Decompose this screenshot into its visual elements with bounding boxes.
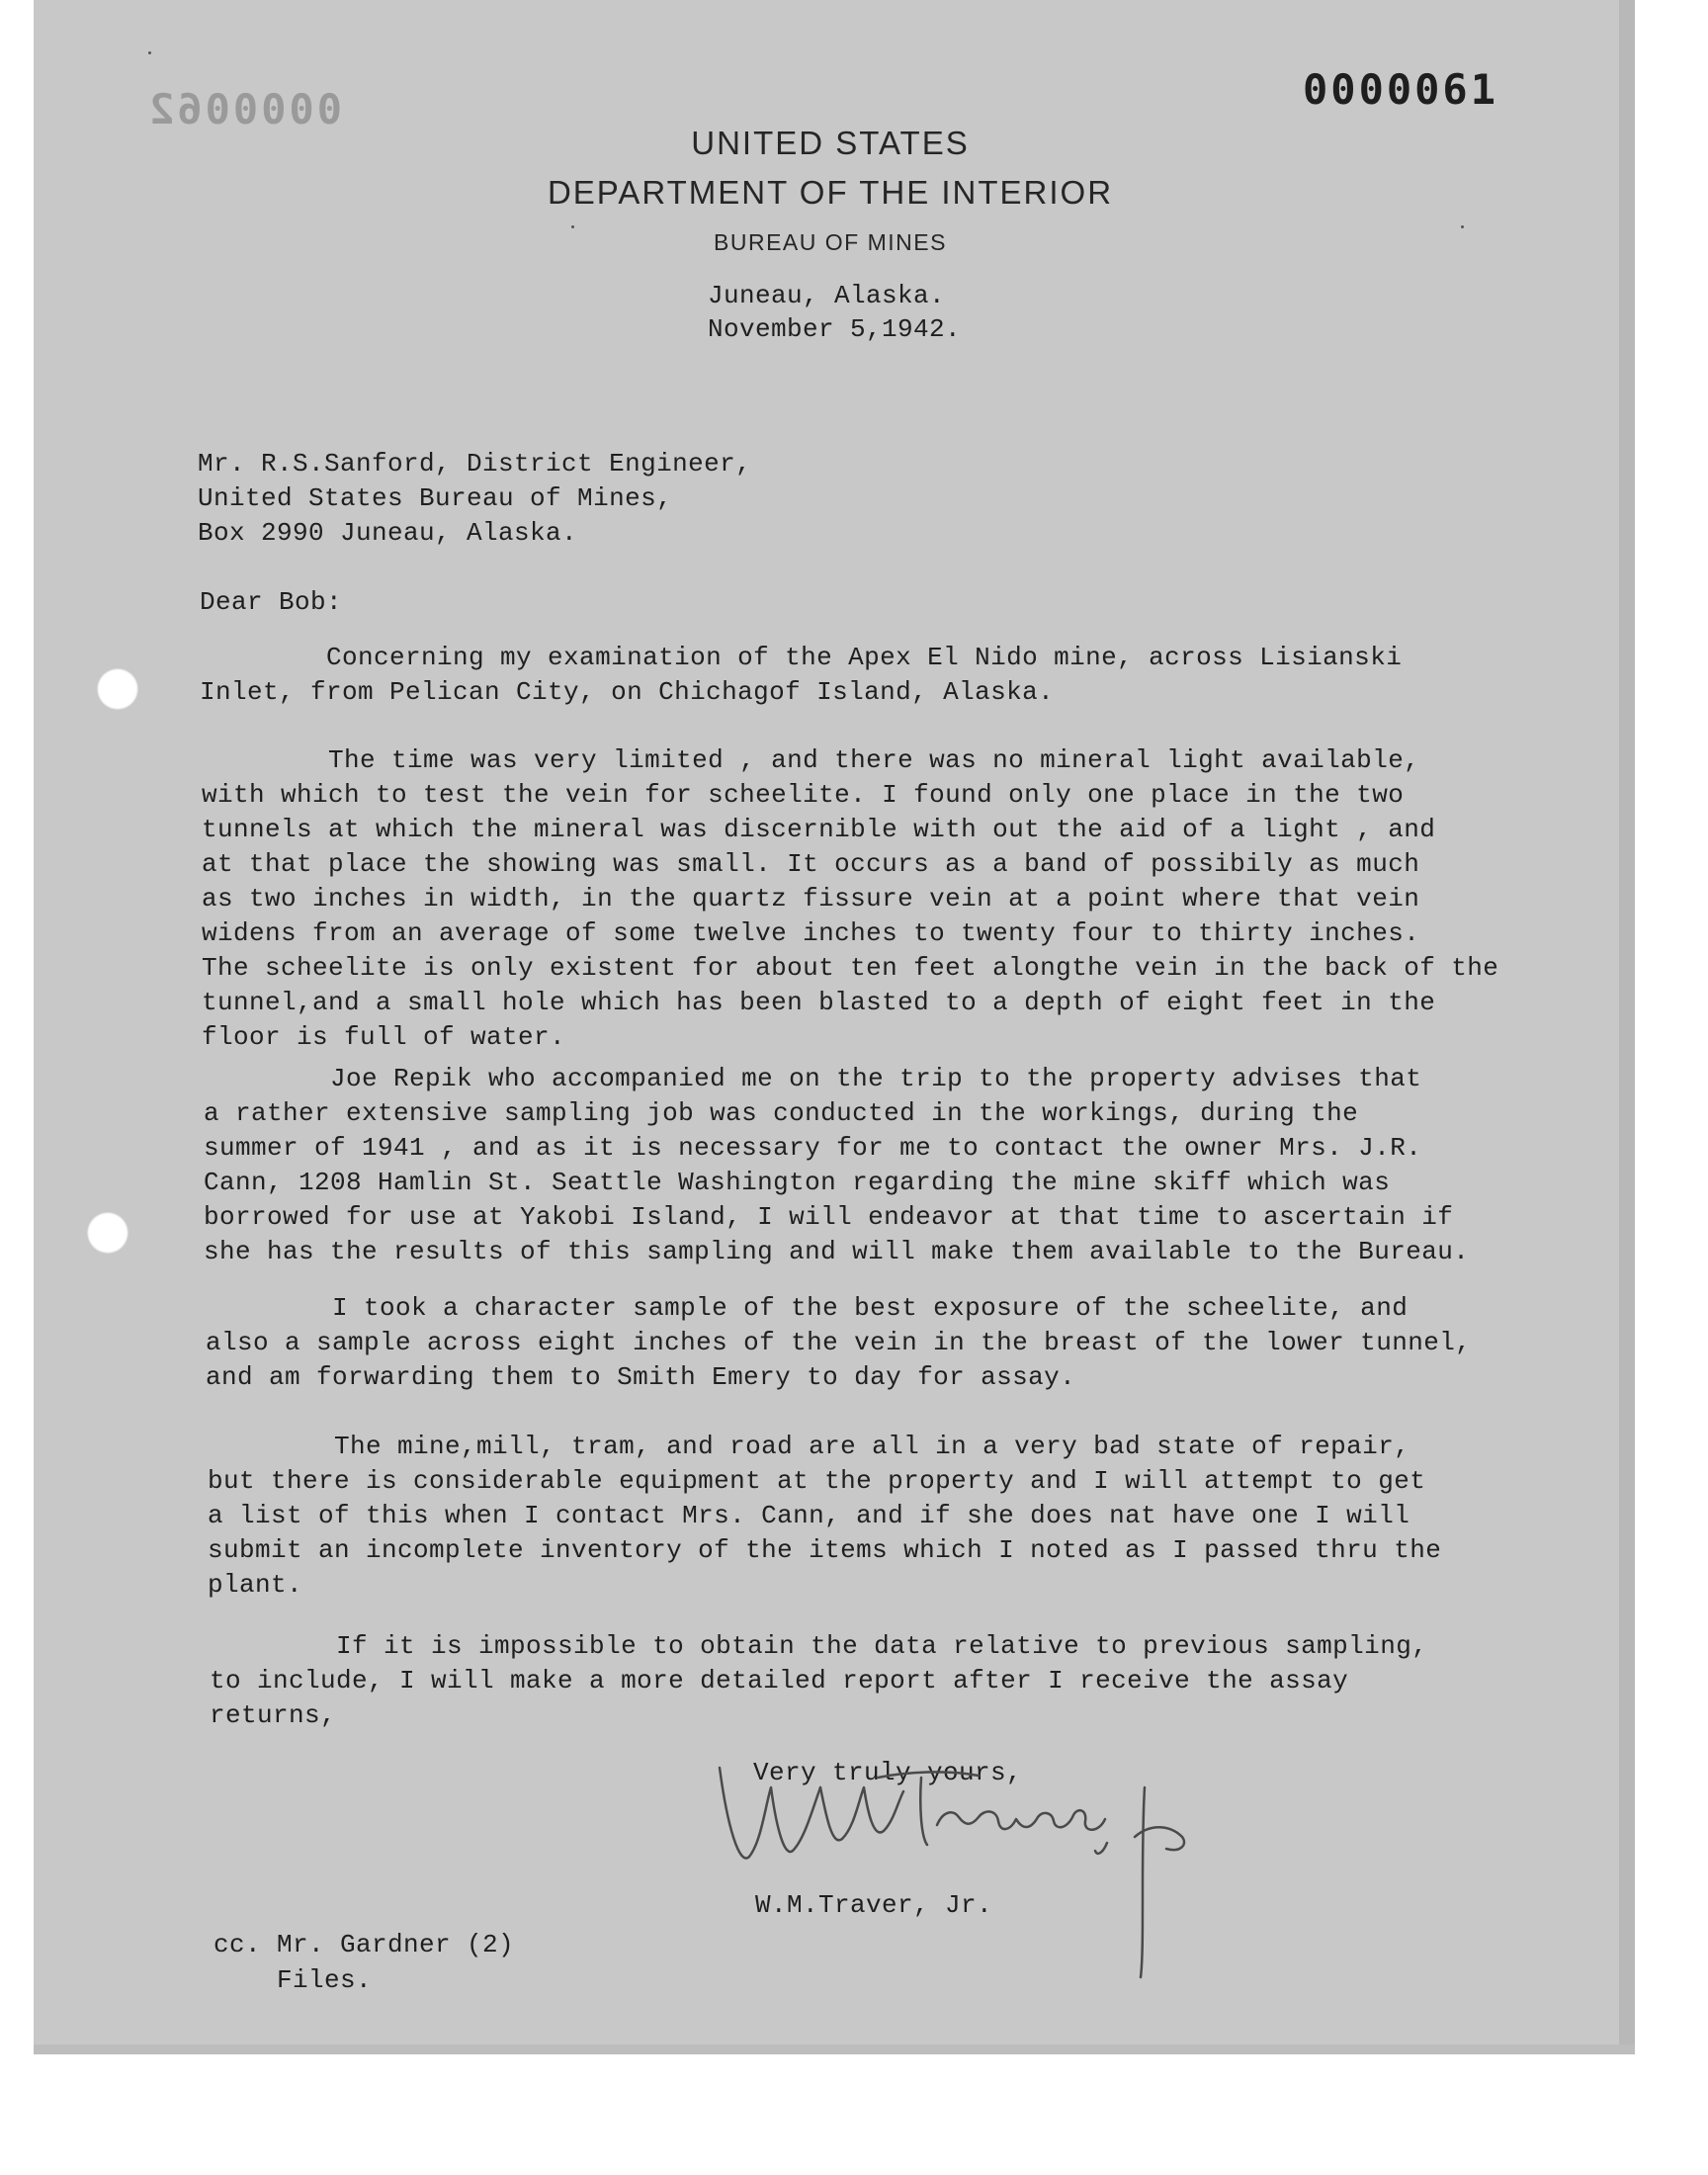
speck	[148, 51, 151, 54]
body-line: The scheelite is only existent for about ten feet alongthe vein in the back of the	[202, 953, 1499, 983]
page-edge-shadow	[1619, 0, 1635, 2054]
place-line: Juneau, Alaska.	[708, 281, 946, 310]
body-line: returns,	[210, 1700, 337, 1730]
body-line: also a sample across eight inches of the vein in the breast of the lower tunnel,	[206, 1328, 1472, 1357]
address-line-3: Box 2990 Juneau, Alaska.	[198, 518, 578, 548]
body-line: tunnel,and a small hole which has been blasted to a depth of eight feet in the	[202, 988, 1436, 1017]
body-line: and am forwarding them to Smith Emery to day for assay.	[206, 1362, 1076, 1392]
body-line: submit an incomplete inventory of the items which I noted as I passed thru the	[208, 1535, 1442, 1565]
letterhead-line-3: BUREAU OF MINES	[714, 229, 947, 255]
body-line: a rather extensive sampling job was conducted in the workings, during the	[204, 1098, 1359, 1128]
body-line: summer of 1941 , and as it is necessary for me to contact the owner Mrs. J.R.	[204, 1133, 1422, 1163]
body-line: Inlet, from Pelican City, on Chichagof Island, Alaska.	[200, 677, 1055, 707]
body-line: The mine,mill, tram, and road are all in a very bad state of repair,	[208, 1432, 1410, 1461]
document-number-stamp: 0000061	[1303, 65, 1499, 114]
speck	[1461, 225, 1464, 228]
body-line: I took a character sample of the best exposure of the scheelite, and	[206, 1293, 1409, 1323]
body-line: tunnels at which the mineral was discernible with out the aid of a light , and	[202, 815, 1436, 844]
letterhead-line-1: UNITED STATES	[691, 125, 970, 161]
body-line: Concerning my examination of the Apex El Nido mine, across Lisianski	[200, 643, 1403, 672]
salutation: Dear Bob:	[200, 587, 343, 617]
document-number-bleedthrough: 0000062	[146, 85, 343, 133]
body-line: she has the results of this sampling and will make them available to the Bureau.	[204, 1237, 1470, 1266]
body-line: floor is full of water.	[202, 1022, 566, 1052]
address-line-1: Mr. R.S.Sanford, District Engineer,	[198, 449, 752, 478]
body-line: Cann, 1208 Hamlin St. Seattle Washington regarding the mine skiff which was	[204, 1168, 1391, 1197]
cc-line-1: cc. Mr. Gardner (2)	[214, 1930, 515, 1959]
body-line: Joe Repik who accompanied me on the trip to the property advises that	[204, 1064, 1422, 1093]
date-line: November 5,1942.	[708, 314, 962, 344]
closing: Very truly yours,	[753, 1758, 1023, 1787]
body-line: borrowed for use at Yakobi Island, I will endeavor at that time to ascertain if	[204, 1202, 1454, 1232]
cc-line-2: Files.	[214, 1965, 373, 1995]
punch-hole-upper	[97, 668, 138, 710]
body-line: The time was very limited , and there was no mineral light available,	[202, 745, 1420, 775]
speck	[571, 225, 574, 228]
body-line: widens from an average of some twelve inches to twenty four to thirty inches.	[202, 918, 1420, 948]
body-line: a list of this when I contact Mrs. Cann, and if she does nat have one I will	[208, 1501, 1410, 1530]
signer-name: W.M.Traver, Jr.	[755, 1890, 993, 1920]
page-bottom-edge	[34, 2044, 1635, 2054]
body-line: plant.	[208, 1570, 303, 1600]
body-line: but there is considerable equipment at the property and I will attempt to get	[208, 1466, 1426, 1496]
body-line: at that place the showing was small. It occurs as a band of possibily as much	[202, 849, 1420, 879]
letterhead-line-2: DEPARTMENT OF THE INTERIOR	[547, 174, 1114, 211]
address-line-2: United States Bureau of Mines,	[198, 483, 673, 513]
body-line: If it is impossible to obtain the data relative to previous sampling,	[210, 1631, 1428, 1661]
body-line: as two inches in width, in the quartz fissure vein at a point where that vein	[202, 884, 1420, 914]
handwritten-signature	[710, 1748, 1224, 1985]
body-line: to include, I will make a more detailed report after I receive the assay	[210, 1666, 1349, 1696]
body-line: with which to test the vein for scheelite. I found only one place in the two	[202, 780, 1405, 810]
punch-hole-lower	[87, 1212, 128, 1254]
